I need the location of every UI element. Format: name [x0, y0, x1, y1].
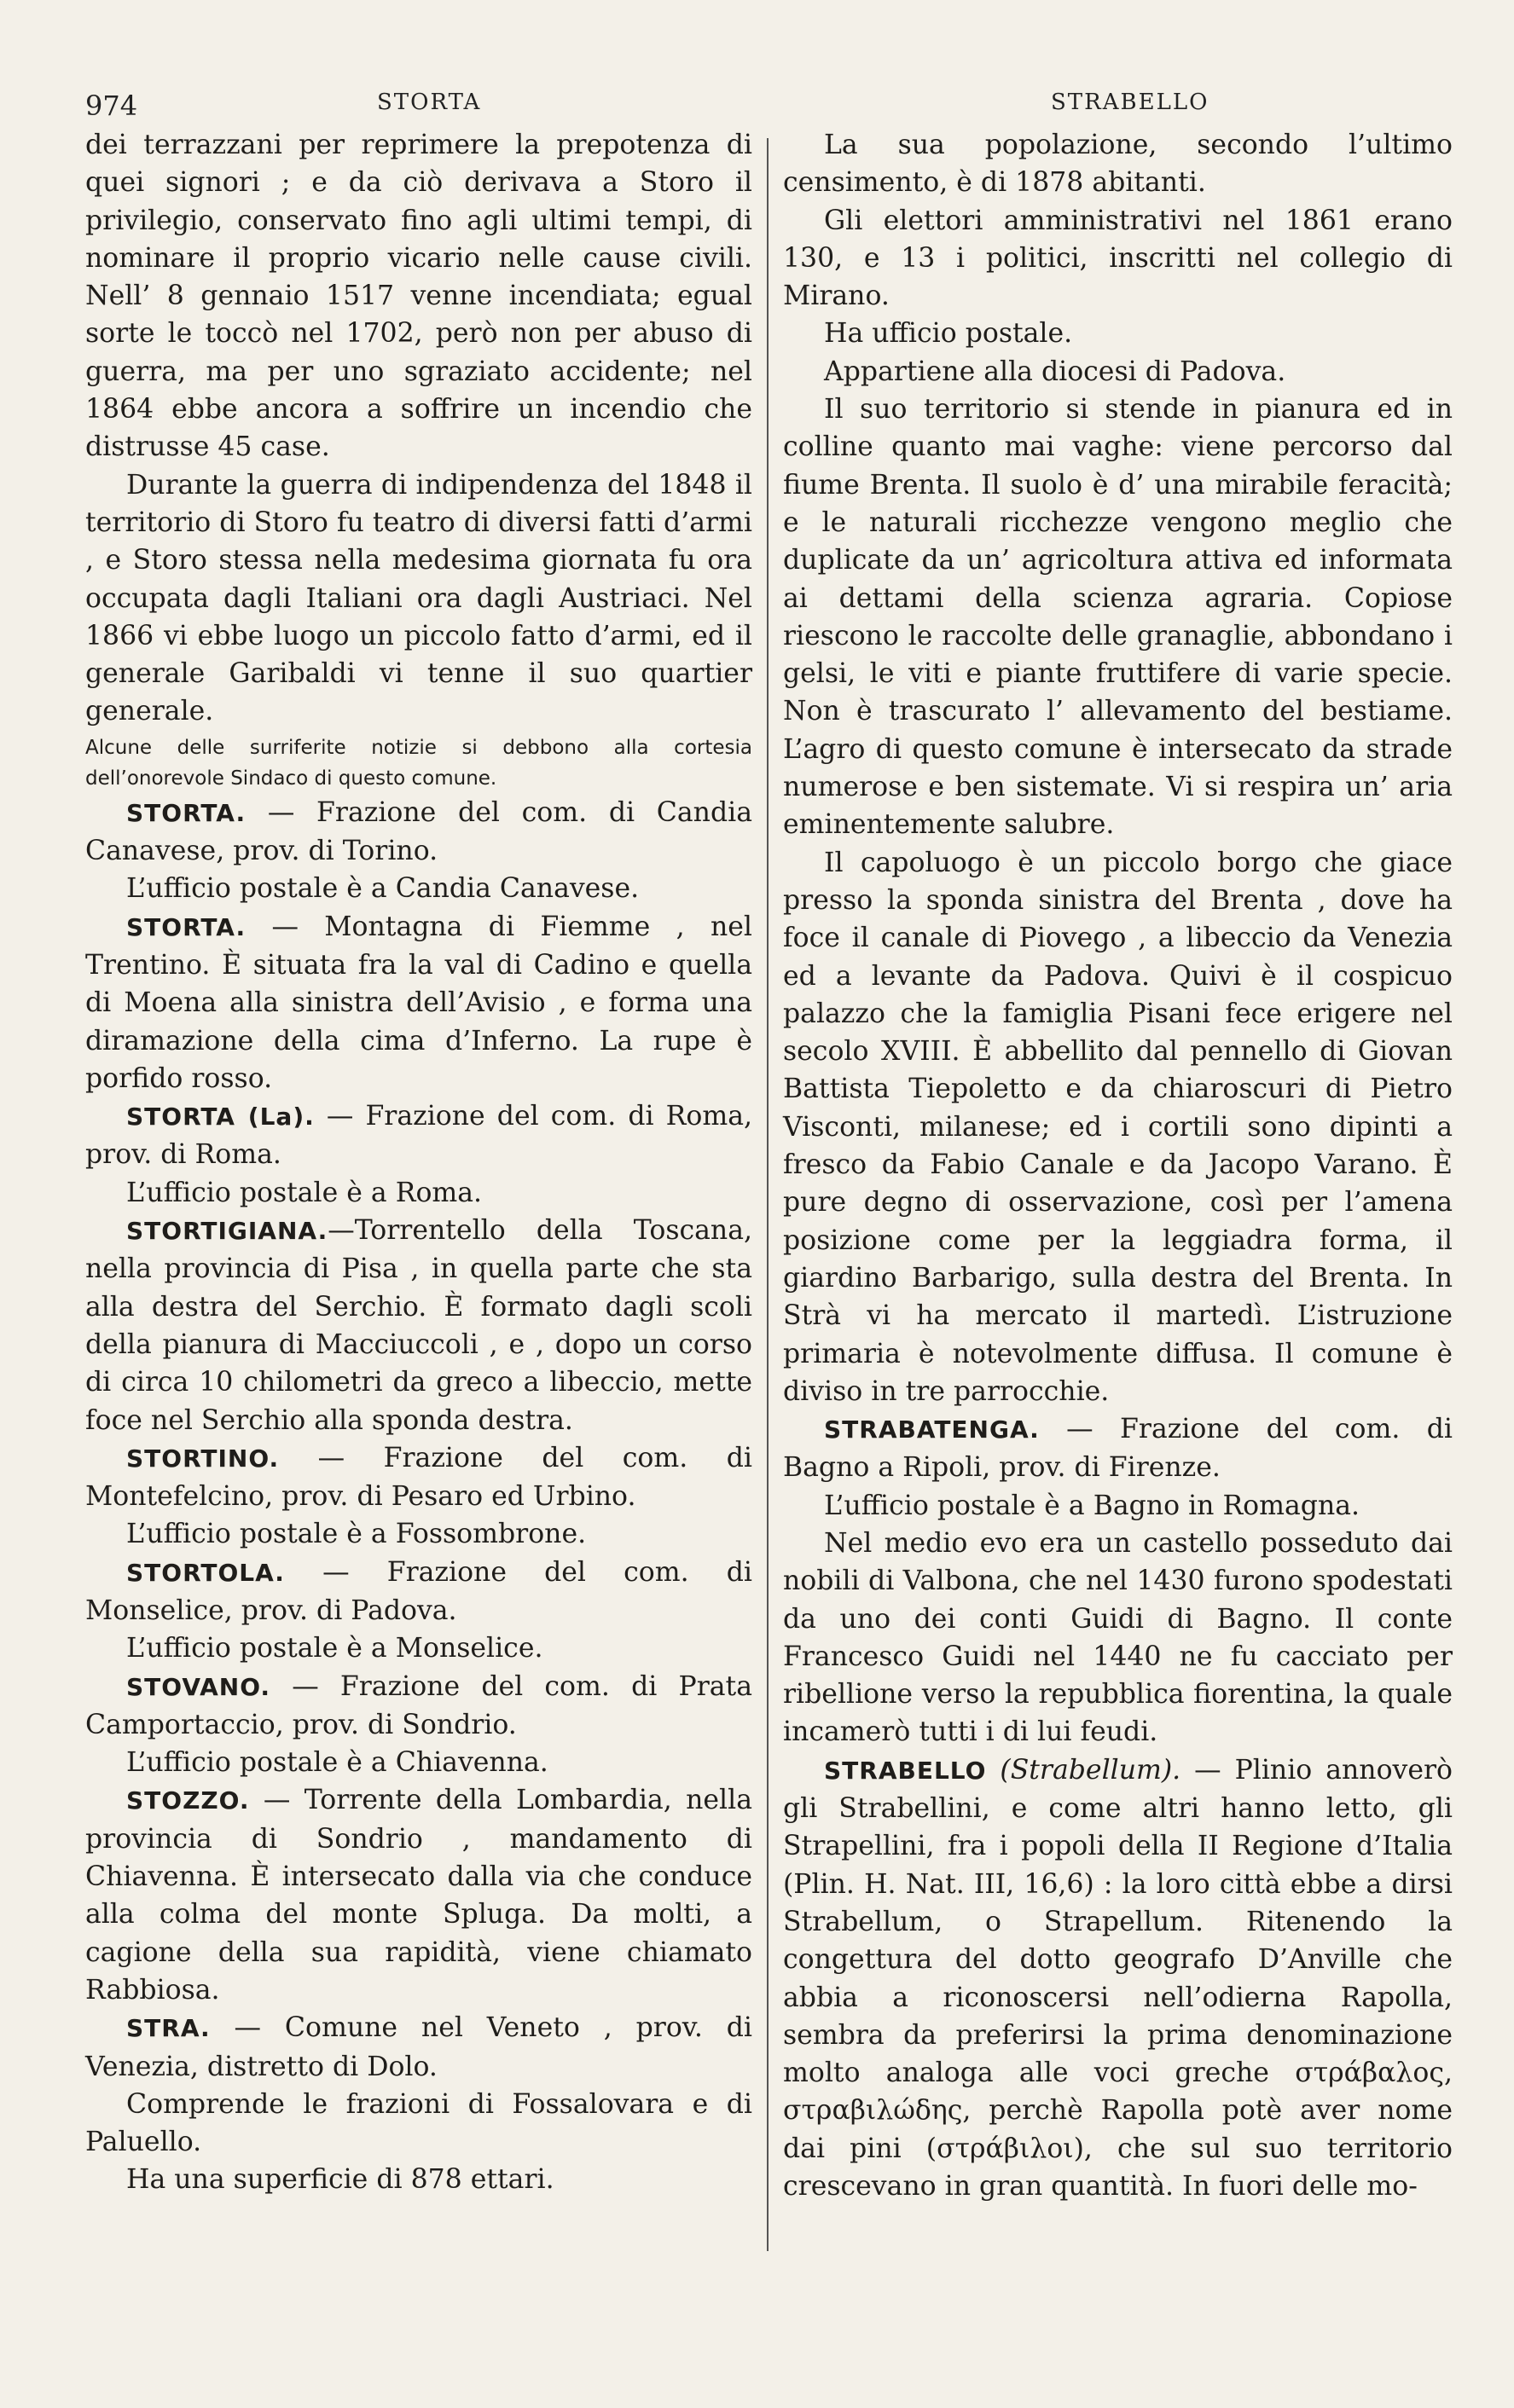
body-paragraph [85, 126, 752, 466]
paragraph-text: — Frazione del com. di Monselice, prov. di Padova. [85, 1556, 752, 1626]
body-paragraph [783, 126, 1453, 202]
entry-headword: STOZZO. [126, 1786, 250, 1815]
page-number: 974 [85, 90, 138, 122]
paragraph-text: — Frazione del com. di Bagno a Ripoli, prov. di Firenze. [783, 1414, 1453, 1484]
entry-headword: STORTINO. [126, 1444, 280, 1473]
paragraph-text: — Frazione del com. di Montefelcino, prov. di Pesaro ed Urbino. [85, 1442, 752, 1513]
entry-paragraph [783, 1410, 1453, 1487]
entry-paragraph [85, 1439, 752, 1516]
paragraph-text: Nel medio evo era un castello posseduto dai nobili di Valbona, che nel 1430 furono spodestati da uno dei conti Guidi di Bagno. Il conte Francesco Guidi nel 1440 ne fu cacciato per ribellione verso la repubblica fiorentina, la quale incamerò tutti i di lui feudi. [783, 1527, 1453, 1748]
body-paragraph [783, 202, 1453, 315]
body-paragraph [85, 466, 752, 731]
paragraph-text: L’ufficio postale è a Roma. [126, 1177, 483, 1208]
right-running-head: STRABELLO [1051, 90, 1209, 115]
paragraph-text: L’ufficio postale è a Chiavenna. [126, 1747, 548, 1779]
paragraph-text: — Frazione del com. di Roma, prov. di Roma. [85, 1101, 752, 1171]
body-paragraph [85, 1744, 752, 1781]
entry-paragraph [85, 1781, 752, 2009]
column-divider [767, 138, 769, 2251]
footnote [85, 732, 752, 794]
paragraph-text: —Torrentello della Toscana, nella provincia di Pisa , in quella parte che sta alla destra del Serchio. È formato dagli scoli della pianura di Macciuccoli , e , dopo un corso di circa 10 chilometri da greco a libeccio, mette foce nel Serchio alla sponda destra. [85, 1215, 752, 1436]
entry-paragraph [85, 1097, 752, 1174]
entry-paragraph [85, 794, 752, 871]
entry-headword: STORTA (La). [126, 1103, 315, 1132]
entry-paragraph [85, 1212, 752, 1439]
paragraph-text: L’ufficio postale è a Monselice. [126, 1633, 543, 1664]
body-paragraph [85, 1174, 752, 1212]
entry-headword: STRABELLO [824, 1756, 987, 1785]
paragraph-text: L’ufficio postale è a Candia Canavese. [126, 873, 640, 905]
body-paragraph [783, 1525, 1453, 1751]
entry-paragraph [85, 1554, 752, 1630]
body-paragraph [783, 844, 1453, 1410]
paragraph-text: Gli elettori amministrativi nel 1861 erano 130, e 13 i politici, inscritti nel collegio di Mirano. [783, 205, 1453, 312]
paragraph-text: — Frazione del com. di Candia Canavese, prov. di Torino. [85, 796, 752, 867]
paragraph-text: Il suo territorio si stende in pianura ed in colline quanto mai vaghe: viene percorso dal fiume Brenta. Il suolo è d’ una mirabile feracità; e le naturali ricchezze vengono meglio che duplicate da un’ agricoltura attiva ed informata ai dettami della scienza agraria. Copiose riescono le raccolte delle granaglie, abbondano i gelsi, le viti e piante fruttifere di varie specie. Non è trascurato l’ allevamento del bestiame. L’agro di questo comune è intersecato da strade numerose e ben sistemate. Vi si respira un’ aria eminentemente salubre. [783, 394, 1453, 841]
paragraph-text: — Comune nel Veneto , prov. di Venezia, distretto di Dolo. [85, 2012, 752, 2082]
entry-paragraph [85, 1668, 752, 1745]
paragraph-text: — Plinio annoverò gli Strabellini, e come altri hanno letto, gli Strapellini, fra i popoli della II Regione d’Italia (Plin. H. Nat. III, 16,6) : la loro città ebbe a dirsi Strabellum, o Strapellum. Ritenendo la congettura del dotto geografo D’Anville che abbia a riconoscersi nell’odierna Rapolla, sembra da preferirsi la prima denominazione molto analoga alle voci greche στράβαλος, στραβιλώδης, perchè Rapolla potè aver nome dai pini (στράβιλοι), che sul suo territorio crescevano in gran quantità. In fuori delle mo- [783, 1754, 1453, 2203]
left-running-head: STORTA [377, 90, 482, 115]
paragraph-text: — Frazione del com. di Prata Camportaccio, prov. di Sondrio. [85, 1670, 752, 1740]
paragraph-text: Il capoluogo è un piccolo borgo che giace presso la sponda sinistra del Brenta , dove ha foce il canale di Piovego , a libeccio da Venezia ed a levante da Padova. Quivi è il cospicuo palazzo che la famiglia Pisani fece erigere nel secolo XVIII. È abbellito dal pennello di Giovan Battista Tiepoletto e da chiaroscuri di Pietro Visconti, milanese; ed i cortili sono dipinti a fresco da Fabio Canale e da Jacopo Varano. È pure degno di osservazione, così per l’amena posizione come per la leggiadra forma, il giardino Barbarigo, sulla destra del Brenta. In Strà vi ha mercato il martedì. L’istruzione primaria è notevolmente diffusa. Il comune è diviso in tre parrocchie. [783, 847, 1453, 1407]
right-column [783, 126, 1453, 2205]
body-paragraph [85, 1515, 752, 1553]
entry-headword: STRA. [126, 2014, 211, 2043]
entry-paragraph [783, 1751, 1453, 2206]
entry-headword: STORTOLA. [126, 1558, 285, 1587]
entry-headword: STOVANO. [126, 1672, 271, 1701]
body-paragraph [85, 2086, 752, 2162]
paragraph-text: — Montagna di Fiemme , nel Trentino. È situata fra la val di Cadino e quella di Moena alla sinistra dell’Avisio , e forma una diramazione della cima d’Inferno. La rupe è porfido rosso. [85, 911, 752, 1094]
paragraph-text: L’ufficio postale è a Fossombrone. [126, 1519, 587, 1550]
paragraph-text: Ha una superficie di 878 ettari. [126, 2164, 554, 2196]
paragraph-text: L’ufficio postale è a Bagno in Romagna. [824, 1490, 1360, 1521]
footnote-text: Alcune delle surriferite notizie si debbono alla cortesia dell’onorevole Sindaco di questo comune. [85, 736, 752, 790]
body-paragraph [783, 353, 1453, 391]
paragraph-text: Durante la guerra di indipendenza del 1848 il territorio di Storo fu teatro di diversi fatti d’armi , e Storo stessa nella medesima giornata fu ora occupata dagli Italiani ora dagli Austriaci. Nel 1866 vi ebbe luogo un piccolo fatto d’armi, ed il generale Garibaldi vi tenne il suo quartier generale. [85, 469, 752, 727]
body-paragraph [85, 870, 752, 907]
paragraph-text: Comprende le frazioni di Fossalovara e di Paluello. [85, 2088, 752, 2158]
entry-headword: STORTIGIANA. [126, 1217, 328, 1246]
paragraph-text: dei terrazzani per reprimere la prepotenza di quei signori ; e da ciò derivava a Storo il privilegio, conservato fino agli ultimi tempi, di nominare il proprio vicario nelle cause civili. Nell’ 8 gennaio 1517 venne incendiata; egual sorte le toccò nel 1702, però non per abuso di guerra, ma per uno sgraziato accidente; nel 1864 ebbe ancora a soffrire un incendio che distrusse 45 case. [85, 130, 752, 463]
body-paragraph [783, 315, 1453, 352]
entry-paragraph [85, 908, 752, 1097]
paragraph-text: — Torrente della Lombardia, nella provincia di Sondrio , mandamento di Chiavenna. È intersecato dalla via che conduce alla colma del monte Spluga. Da molti, a cagione della sua rapidità, viene chiamato Rabbiosa. [85, 1785, 752, 2006]
entry-headword: STRABATENGA. [824, 1415, 1040, 1444]
paragraph-text: La sua popolazione, secondo l’ultimo censimento, è di 1878 abitanti. [783, 130, 1453, 199]
left-column [85, 126, 752, 2199]
body-paragraph [85, 2161, 752, 2198]
paragraph-text: Appartiene alla diocesi di Padova. [824, 356, 1286, 387]
entry-paragraph [85, 2009, 752, 2086]
entry-latin-name: (Strabellum). [1000, 1754, 1181, 1786]
paragraph-text: Ha ufficio postale. [824, 318, 1073, 350]
entry-headword: STORTA. [126, 912, 247, 941]
body-paragraph [783, 391, 1453, 844]
body-paragraph [783, 1487, 1453, 1525]
entry-headword: STORTA. [126, 798, 247, 827]
body-paragraph [85, 1629, 752, 1667]
